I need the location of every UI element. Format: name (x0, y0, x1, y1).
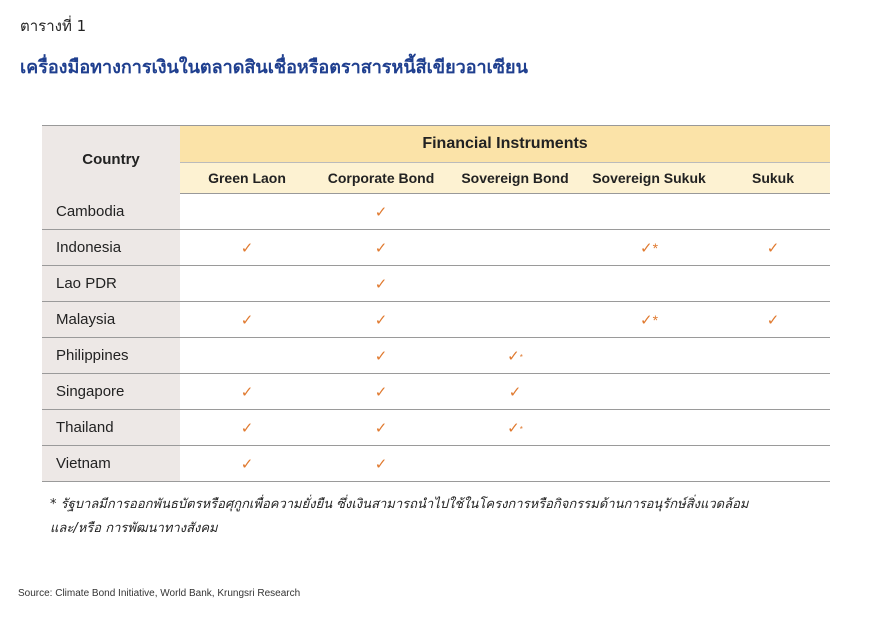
table-number-label: ตารางที่ 1 (20, 17, 87, 35)
asterisk-marker: * (652, 239, 659, 256)
table-row (42, 338, 830, 374)
instrument-cell (314, 446, 448, 482)
checkmark-icon: ✓ (374, 275, 388, 293)
instrument-cell (448, 338, 582, 374)
instrument-cell (314, 266, 448, 302)
instrument-cell (180, 338, 314, 374)
checkmark-icon: ✓ (240, 383, 254, 401)
column-header-sovereign-bond: Sovereign Bond (448, 163, 582, 194)
instrument-cell (582, 410, 716, 446)
instrument-cell (582, 302, 716, 338)
table-row (42, 194, 830, 230)
instrument-cell (716, 302, 830, 338)
asterisk-marker: * (652, 311, 659, 328)
asterisk-marker: * (519, 424, 523, 434)
checkmark-icon: ✓ (766, 311, 780, 329)
checkmark-icon: ✓ (507, 347, 520, 365)
instrument-cell (448, 230, 582, 266)
instrument-cell (448, 194, 582, 230)
instrument-cell (314, 410, 448, 446)
instrument-cell (314, 194, 448, 230)
instrument-cell (582, 194, 716, 230)
instrument-cell (180, 194, 314, 230)
instrument-cell (314, 230, 448, 266)
checkmark-icon: ✓ (507, 419, 520, 437)
instrument-cell (716, 410, 830, 446)
checkmark-icon: ✓ (374, 239, 388, 257)
table-row (42, 446, 830, 482)
checkmark-icon: ✓ (374, 347, 388, 365)
instrument-cell (448, 266, 582, 302)
instrument-cell (448, 410, 582, 446)
asterisk-marker: * (519, 352, 523, 362)
checkmark-icon: ✓ (240, 311, 254, 329)
country-cell: Malaysia (42, 302, 180, 338)
footnote-line-1: * รัฐบาลมีการออกพันธบัตรหรือศุกูกเพื่อความยั่งยืน ซึ่งเงินสามารถนำไปใช้ในโครงการหรือกิจกรรมด้านการอนุรักษ์สิ่งแวดล้อม (50, 497, 749, 512)
table-row (42, 374, 830, 410)
instrument-cell (180, 410, 314, 446)
checkmark-icon: ✓ (240, 455, 254, 473)
country-column-header: Country (42, 126, 180, 194)
instrument-cell (448, 374, 582, 410)
checkmark-icon: ✓ (508, 383, 522, 401)
checkmark-icon: ✓ (374, 311, 388, 329)
instrument-cell (716, 374, 830, 410)
footnote-line-2: และ/หรือ การพัฒนาทางสังคม (50, 521, 218, 536)
checkmark-icon: ✓ (374, 203, 388, 221)
instrument-cell (582, 338, 716, 374)
financial-instruments-header: Financial Instruments (180, 126, 830, 163)
instrument-cell (314, 338, 448, 374)
checkmark-icon: ✓ (240, 419, 254, 437)
instrument-cell (180, 446, 314, 482)
instrument-cell (180, 230, 314, 266)
table-row (42, 410, 830, 446)
instrument-cell (314, 374, 448, 410)
table-row (42, 266, 830, 302)
country-cell: Vietnam (42, 446, 180, 482)
checkmark-icon: ✓ (639, 311, 653, 329)
instrument-cell (716, 194, 830, 230)
instrument-cell (582, 230, 716, 266)
instrument-cell (716, 266, 830, 302)
instrument-cell (582, 446, 716, 482)
instrument-cell (448, 302, 582, 338)
instrument-cell (180, 302, 314, 338)
footnote (50, 493, 748, 541)
country-cell: Thailand (42, 410, 180, 446)
column-header-corporate-bond: Corporate Bond (314, 163, 448, 194)
instruments-table (42, 125, 830, 482)
table-row (42, 302, 830, 338)
column-header-green-loan: Green Laon (180, 163, 314, 194)
country-cell: Singapore (42, 374, 180, 410)
checkmark-icon: ✓ (240, 239, 254, 257)
instrument-cell (716, 230, 830, 266)
country-cell: Lao PDR (42, 266, 180, 302)
checkmark-icon: ✓ (639, 239, 653, 257)
checkmark-icon: ✓ (374, 455, 388, 473)
column-header-sovereign-sukuk: Sovereign Sukuk (582, 163, 716, 194)
instrument-cell (180, 266, 314, 302)
instrument-cell (448, 446, 582, 482)
country-cell: Cambodia (42, 194, 180, 230)
table-body (42, 194, 830, 482)
checkmark-icon: ✓ (374, 419, 388, 437)
checkmark-icon: ✓ (766, 239, 780, 257)
instrument-cell (314, 302, 448, 338)
instrument-cell (582, 374, 716, 410)
instrument-cell (582, 266, 716, 302)
instrument-cell (716, 446, 830, 482)
instrument-cell (716, 338, 830, 374)
table-row (42, 230, 830, 266)
source-note: Source: Climate Bond Initiative, World Bank, Krungsri Research (18, 588, 301, 599)
country-cell: Philippines (42, 338, 180, 374)
page-title: เครื่องมือทางการเงินในตลาดสินเชื่อหรือตราสารหนี้สีเขียวอาเซียน (20, 57, 528, 78)
column-header-sukuk: Sukuk (716, 163, 830, 194)
checkmark-icon: ✓ (374, 383, 388, 401)
instrument-cell (180, 374, 314, 410)
country-cell: Indonesia (42, 230, 180, 266)
